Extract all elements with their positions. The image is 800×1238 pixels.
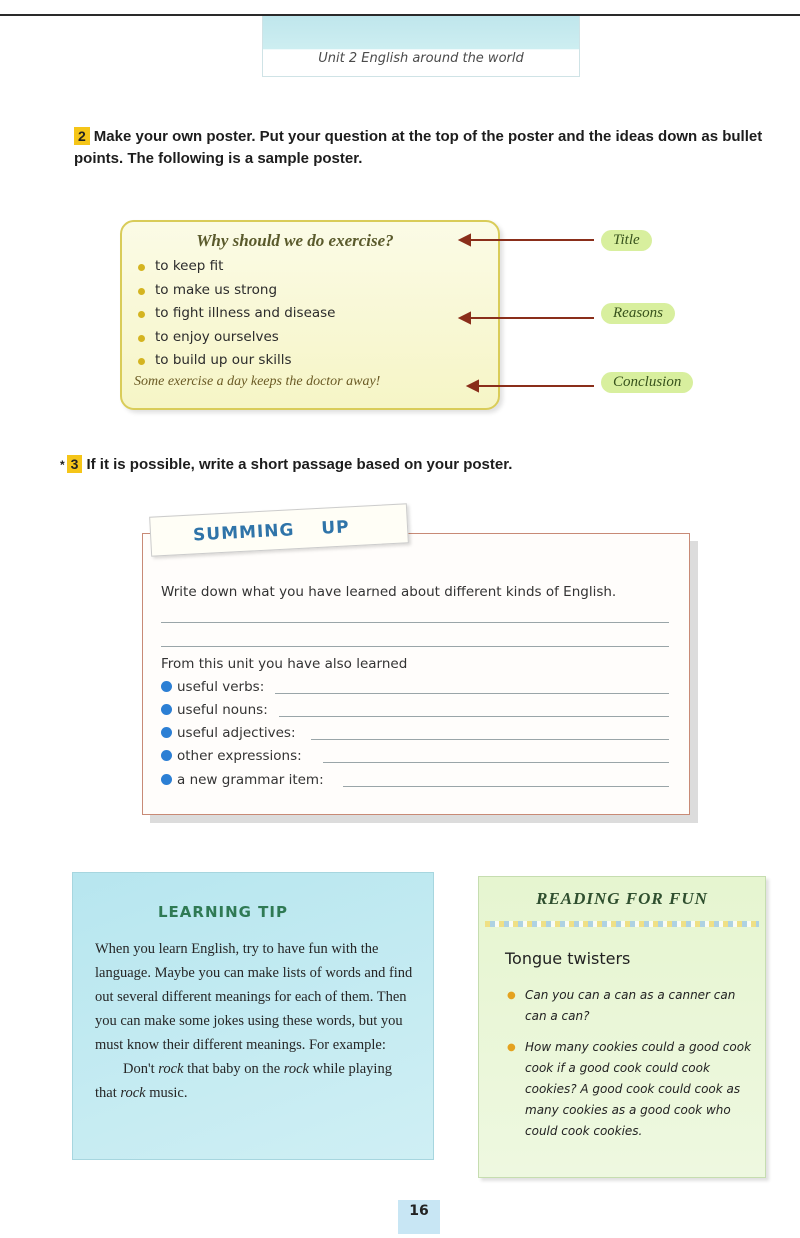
reading-for-fun-heading: READING FOR FUN — [536, 889, 708, 908]
poster-question: Why should we do exercise? — [196, 231, 394, 250]
example-word: rock — [120, 1085, 146, 1101]
poster-conclusion: Some exercise a day keeps the doctor away! — [134, 374, 381, 389]
poster-reason: to fight illness and disease — [136, 302, 336, 326]
bullet-dot — [161, 704, 172, 715]
example-word: rock — [158, 1061, 184, 1077]
task-number-2: 2 — [74, 127, 90, 145]
example-word: rock — [283, 1061, 309, 1077]
learned-item-label: useful adjectives: — [177, 725, 296, 741]
task-3 — [60, 454, 760, 476]
summing-up-heading: SUMMING UP — [192, 517, 351, 546]
learned-item-label: other expressions: — [177, 748, 302, 764]
adjectives-answer-line[interactable] — [311, 739, 669, 740]
expressions-answer-line[interactable] — [323, 762, 669, 763]
task-3-text: If it is possible, write a short passage based on your poster. — [86, 456, 513, 473]
learning-tip-body — [95, 937, 415, 1105]
bullet-dot — [161, 750, 172, 761]
answer-line[interactable] — [161, 646, 669, 647]
summing-up-box — [142, 533, 690, 815]
arrow-reasons-head — [460, 313, 470, 323]
task-2-text: Make your own poster. Put your question at the top of the poster and the ideas down as bullet points. The following is a sample poster. — [74, 128, 763, 167]
decorative-rule — [485, 921, 759, 927]
also-learned-text: From this unit you have also learned — [161, 656, 408, 672]
poster-reason: to make us strong — [136, 279, 336, 303]
learned-item — [161, 702, 268, 718]
bullet-dot — [161, 727, 172, 738]
tongue-twisters-list — [505, 985, 755, 1152]
summing-prompt: Write down what you have learned about different kinds of English. — [161, 584, 617, 600]
tongue-twister: ● How many cookies could a good cook cook if a good cook could cook cookies? A good cook could cook as many cookies as a good cook who could cook cookies. — [505, 1037, 755, 1142]
learned-item — [161, 725, 296, 741]
example-text: that baby on the — [183, 1061, 284, 1077]
verbs-answer-line[interactable] — [275, 693, 669, 694]
learning-tip-example — [95, 1057, 415, 1105]
reading-for-fun-box — [478, 876, 766, 1178]
unit-title: Unit 2 English around the world — [318, 51, 524, 66]
learning-tip-paragraph: When you learn English, try to have fun with the language. Maybe you can make lists of words and find out several different meanings for each of them. Then you can make some jokes using these words, but you must know their different meanings. For example: — [95, 941, 413, 1053]
arrow-conclusion-head — [468, 381, 478, 391]
poster-reason: to build up our skills — [136, 349, 336, 373]
example-text: while playing that — [95, 1061, 392, 1101]
learned-item — [161, 772, 324, 788]
label-title: Title — [601, 230, 652, 251]
answer-line[interactable] — [161, 622, 669, 623]
example-text: Don't — [123, 1061, 159, 1077]
page-number: 16 — [398, 1200, 440, 1234]
learned-item — [161, 748, 302, 764]
optional-marker: * — [60, 458, 65, 472]
grammar-answer-line[interactable] — [343, 786, 669, 787]
learned-item-label: a new grammar item: — [177, 772, 324, 788]
learning-tip-box — [72, 872, 434, 1160]
tongue-twister: ● Can you can a can as a canner can can a can? — [505, 985, 755, 1027]
learned-item-label: useful verbs: — [177, 679, 265, 695]
learned-item — [161, 679, 264, 695]
tongue-twisters-heading: Tongue twisters — [505, 949, 631, 968]
bullet-dot — [161, 774, 172, 785]
example-text: music. — [145, 1085, 188, 1101]
poster-reason: to enjoy ourselves — [136, 326, 336, 350]
label-reasons: Reasons — [601, 303, 675, 324]
bullet-dot — [161, 681, 172, 692]
learning-tip-heading: LEARNING TIP — [158, 903, 288, 921]
nouns-answer-line[interactable] — [279, 716, 669, 717]
label-conclusion: Conclusion — [601, 372, 693, 393]
arrow-title-head — [460, 235, 470, 245]
learned-item-label: useful nouns: — [177, 702, 268, 718]
poster-reason: to keep fit — [136, 255, 336, 279]
task-number-3: 3 — [67, 455, 83, 473]
